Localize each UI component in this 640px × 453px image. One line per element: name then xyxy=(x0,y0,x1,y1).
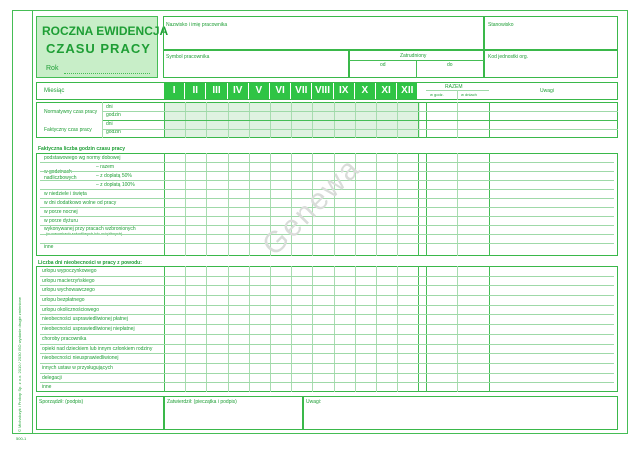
absence-reason: urlopu wypoczynkowego xyxy=(42,268,97,274)
faktyczna-inne: inne xyxy=(44,244,54,250)
norm-label-split xyxy=(102,102,103,138)
rok-line[interactable] xyxy=(64,73,150,74)
absence-reason: urlopu wychowawczego xyxy=(42,287,95,294)
nieob-row-line xyxy=(40,344,614,345)
month-label: Miesiąc xyxy=(44,88,65,94)
norm-row-line xyxy=(102,120,618,121)
absence-reason: opieki nad dzieckiem lub innym członkiem rodziny xyxy=(42,345,153,352)
footer-remarks-label: Uwagi: xyxy=(306,399,322,405)
month-XI: XI xyxy=(376,83,397,99)
nieob-row-line xyxy=(40,305,614,306)
faktyczna-przy-pracach: wykonywanej przy pracach wzbronionych xyxy=(44,226,136,232)
nieob-row-line xyxy=(40,363,614,364)
faktyczna-niedziele: w niedziele i święta xyxy=(44,191,87,197)
from-label: od xyxy=(380,62,386,68)
razem-label: RAZEM xyxy=(445,84,463,90)
faktyczna-podstawowego: podstawowego wg normy dobowej xyxy=(44,155,121,161)
faktyczna-col-line xyxy=(397,153,398,256)
nieob-row-line xyxy=(40,285,614,286)
faktyczna-razem: – razem xyxy=(96,164,115,170)
absence-reason: urlopu macierzyńskiego xyxy=(42,277,95,284)
faktyczna-col-line xyxy=(206,153,207,256)
faktyczna-w-godzinach: w godzinach nadliczbowych xyxy=(44,169,77,181)
nieob-row-line xyxy=(40,353,614,354)
faktyczna-title: Faktyczna liczba godzin czasu pracy xyxy=(38,146,125,152)
faktyczna-dopl100: – z dopłatą 100% xyxy=(96,182,135,188)
faktyczna-row-line xyxy=(40,234,614,235)
position-label: Stanowisko xyxy=(488,22,514,28)
employment-split xyxy=(416,60,417,78)
faktyczny-label: Faktyczny czas pracy xyxy=(44,127,92,133)
faktyczna-dopl50: – z dopłatą 50% xyxy=(96,173,132,179)
faktyczna-col-line xyxy=(376,153,377,256)
title-line1: ROCZNA EWIDENCJA xyxy=(42,24,169,38)
norm-row-line xyxy=(102,111,618,112)
faktyczna-row-line xyxy=(40,225,614,226)
watermark: Genewa xyxy=(256,151,367,263)
side-code: 500-1 xyxy=(16,436,27,441)
org-unit-label: Kod jednostki org. xyxy=(488,54,529,60)
nieob-row-line xyxy=(40,373,614,374)
faktyczna-uwagi-start-line xyxy=(489,153,490,256)
faktyczna-dni-wolne: w dni dodatkowo wolne od pracy xyxy=(44,200,117,206)
faktyczna-razem-mid-line xyxy=(457,153,458,256)
side-copyright: © Michalczyk i Prokop Sp. z o.o. 2010 / 2030 ISO wydanie drugie zmienione xyxy=(17,296,22,432)
footer-remarks-field[interactable] xyxy=(303,396,618,430)
faktyczna-col-line xyxy=(164,153,165,256)
month-VI: VI xyxy=(270,83,291,99)
absence-reason: inne xyxy=(42,384,52,391)
norm-godzin-2: godzin xyxy=(106,129,121,135)
faktyczna-przy-pracach-sub: (w warunkach szkodliwych lub uciążliwych) xyxy=(46,231,123,236)
to-label: do xyxy=(447,62,453,68)
faktyczna-col-line xyxy=(418,153,419,256)
month-XII: XII xyxy=(397,83,418,99)
norm-row-line xyxy=(102,129,618,130)
title-line2: CZASU PRACY xyxy=(46,41,151,56)
faktyczna-col-line xyxy=(185,153,186,256)
absence-reason: choroby pracownika xyxy=(42,335,87,342)
faktyczna-pora-dyzuru: w porze dyżuru xyxy=(44,218,78,224)
nieob-row-line xyxy=(40,314,614,315)
month-VIII: VIII xyxy=(312,83,333,99)
faktyczna-razem-start-line xyxy=(426,153,427,256)
absence-reason: urlopu bezpłatnego xyxy=(42,297,85,304)
left-margin-line xyxy=(32,10,33,434)
rok-label: Rok xyxy=(46,65,59,72)
razem-split xyxy=(457,90,458,100)
month-III: III xyxy=(206,83,227,99)
absence-reason: urlopu okolicznościowego xyxy=(42,306,99,313)
faktyczna-pora-nocna: w porze nocnej xyxy=(44,209,78,215)
faktyczna-row-line xyxy=(40,216,614,217)
prepared-by-label: Sporządził: (podpis) xyxy=(39,399,84,405)
faktyczna-row-line xyxy=(40,162,614,163)
nieobecnosci-title: Liczba dni nieobecności w pracy z powodu: xyxy=(38,260,142,266)
absence-reason: delegacji xyxy=(42,374,62,381)
norm-godzin-1: godzin xyxy=(106,112,121,118)
faktyczna-col-line xyxy=(228,153,229,256)
month-I: I xyxy=(164,83,185,99)
razem-days: w dniach xyxy=(461,92,477,97)
month-V: V xyxy=(249,83,270,99)
employee-symbol-label: Symbol pracownika xyxy=(166,54,210,60)
approved-by-label: Zatwierdził: (pieczątka i podpis) xyxy=(167,399,237,405)
norm-dni-1: dni xyxy=(106,104,113,110)
month-VII: VII xyxy=(291,83,312,99)
nieob-row-line xyxy=(40,382,614,383)
absence-reason: nieobecności usprawiedliwionej niepłatnej xyxy=(42,326,135,333)
normatywny-label: Normatywny czas pracy xyxy=(44,109,98,115)
month-IX: IX xyxy=(334,83,355,99)
faktyczna-row-line xyxy=(40,243,614,244)
absence-reason: innych ustaw w przysługujących xyxy=(42,364,113,371)
nieob-row-line xyxy=(40,324,614,325)
razem-hours: w godz. xyxy=(430,92,444,97)
faktyczna-col-line xyxy=(249,153,250,256)
absence-reason: nieobecności usprawiedliwionej płatnej xyxy=(42,316,128,323)
month-X: X xyxy=(355,83,376,99)
remarks-label: Uwagi xyxy=(540,88,554,94)
nieob-row-line xyxy=(40,295,614,296)
employee-name-label: Nazwisko i imię pracownika xyxy=(166,22,228,28)
absence-reason: nieobecności nieusprawiedliwionej xyxy=(42,355,119,362)
month-IV: IV xyxy=(228,83,249,99)
norm-dni-2: dni xyxy=(106,121,113,127)
employment-label: Zatrudniony xyxy=(400,53,427,59)
nieob-row-line xyxy=(40,276,614,277)
nieob-row-line xyxy=(40,334,614,335)
month-II: II xyxy=(185,83,206,99)
